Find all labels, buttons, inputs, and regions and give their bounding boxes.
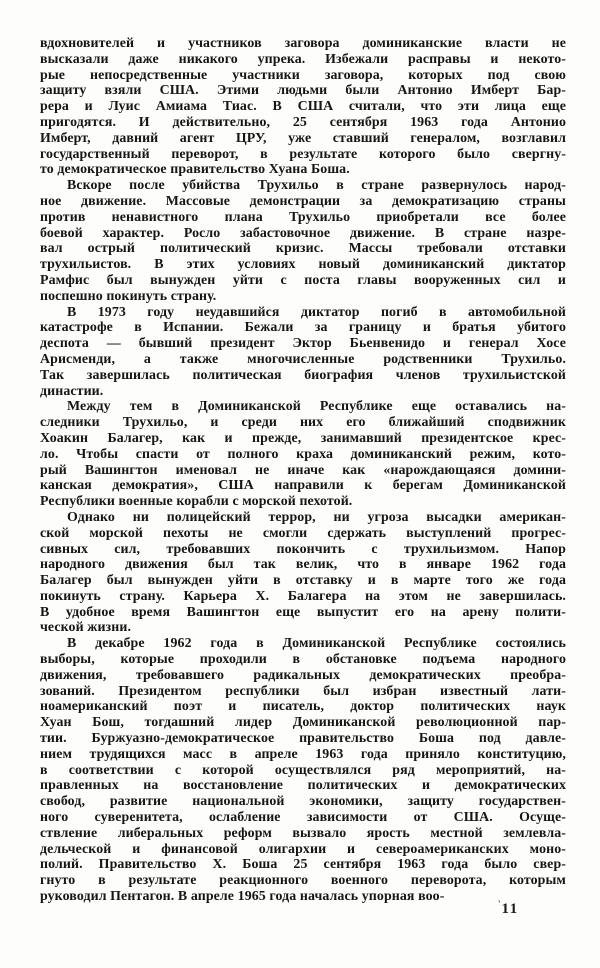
text-line: ствление либеральных реформ вызвало ярость местной землевла- <box>40 825 566 841</box>
text-line: ло. Чтобы спасти от полного краха доминиканский режим, кото- <box>40 446 566 462</box>
text-line: Так завершилась политическая биография членов трухильистской <box>40 367 566 383</box>
text-line: вал острый политический кризис. Массы требовали отставки <box>40 241 566 257</box>
text-line: свобод, развитие национальной экономики, защиту государствен- <box>40 794 566 810</box>
text-block <box>40 36 566 905</box>
text-line: канская демократия», США направили к берегам Доминиканской <box>40 478 566 494</box>
text-line: нием трудящихся масс в апреле 1963 года приняло конституцию, <box>40 746 566 762</box>
text-line: Арисменди, а также многочисленные родственники Трухильо. <box>40 351 566 367</box>
text-line: движения, требовавшего радикальных демократических преобра- <box>40 667 566 683</box>
text-line: Однако ни полицейский террор, ни угроза высадки американ- <box>67 509 566 525</box>
text-line: рые непосредственные участники заговора, которых под свою <box>40 67 566 83</box>
text-line: В 1973 году неудавшийся диктатор погиб в автомобильной <box>67 304 566 320</box>
paragraph <box>40 636 566 905</box>
text-line: защиту взяли США. Этими людьми были Антонио Имберт Бар- <box>40 83 566 99</box>
text-line: Республики военные корабли с морской пехотой. <box>40 494 353 510</box>
text-line: рера и Луис Амиама Тиас. В США считали, что эти лица еще <box>40 99 566 115</box>
text-line: покинуть страну. Карьера Х. Балагера на этом не завершилась. <box>40 588 566 604</box>
text-line: против ненавистного плана Трухильо приобретали все более <box>40 209 566 225</box>
text-line: ное движение. Массовые демонстрации за демократизацию страны <box>40 193 566 209</box>
text-line: ской морской пехоты не смогли сдержать выступлений прогрес- <box>40 525 566 541</box>
text-line: вдохновителей и участников заговора доминиканские власти не <box>40 36 566 51</box>
text-line: ного суверенитета, ослабление зависимости от США. Осуще- <box>40 810 566 826</box>
text-line: В декабре 1962 года в Доминиканской Республике состоялись <box>67 636 566 652</box>
text-line: тии. Буржуазно-демократическое правительство Боша под давле- <box>40 731 566 747</box>
text-line: следники Трухильо, и среди них его ближайший сподвижник <box>40 415 566 431</box>
text-line: руководил Пентагон. В апреле 1965 года началась упорная воо- <box>40 889 445 905</box>
text-line: Рамфис был вынужден уйти с поста главы вооруженных сил и <box>40 272 566 288</box>
text-line: ноамериканский поэт и писатель, доктор политических наук <box>40 699 566 715</box>
text-line: государственный переворот, в результате которого было свергну- <box>40 146 566 162</box>
text-line: высказали даже никакого упрека. Избежали расправы и некото- <box>40 51 566 67</box>
text-line: Хоакин Балагер, как и прежде, занимавший президентское крес- <box>40 430 566 446</box>
text-line: гнуто в результате реакционного военного переворота, которым <box>40 873 566 889</box>
text-line: народного движения был так велик, что в январе 1962 года <box>40 557 566 573</box>
paragraph <box>40 178 566 304</box>
text-line: катастрофе в Испании. Бежали за границу и братья убитого <box>40 320 566 336</box>
text-line: правленных на восстановление политических и демократических <box>40 778 566 794</box>
text-line: рый Вашингтон именовал не иначе как «нарождающаяся домини- <box>40 462 566 478</box>
text-line: дельческой и финансовой олигархии и североамериканских моно- <box>40 841 566 857</box>
text-line: ческой жизни. <box>40 620 132 636</box>
text-line: то демократическое правительство Хуана Боша. <box>40 162 350 178</box>
page-number <box>498 899 519 918</box>
text-line: В удобное время Вашингтон еще выпустит его на арену полити- <box>40 604 566 620</box>
text-line: в соответствии с которой осуществлялся ряд мероприятий, на- <box>40 762 566 778</box>
text-line: сивных сил, требовавших покончить с трухильизмом. Напор <box>40 541 566 557</box>
text-line: трухильистов. В этих условиях новый доминиканский диктатор <box>40 257 566 273</box>
text-line: Между тем в Доминиканской Республике еще оставались на- <box>67 399 566 415</box>
text-line: полий. Правительство Х. Боша 25 сентября 1963 года было свер- <box>40 857 566 873</box>
text-line: боевой характер. Росло забастовочное движение. В стране назре- <box>40 225 566 241</box>
page-number-value: 11 <box>501 901 519 917</box>
text-line: поспешно покинуть страну. <box>40 288 217 304</box>
paragraph <box>40 510 566 636</box>
text-line: выборы, которые проходили в обстановке подъема народного <box>40 652 566 668</box>
text-line: Хуан Бош, тогдашний лидер Доминиканской революционной пар- <box>40 715 566 731</box>
paragraph <box>40 305 566 400</box>
paragraph <box>40 36 566 178</box>
text-line: Балагер был вынужден уйти в отставку и в марте того же года <box>40 573 566 589</box>
text-line: Вскоре после убийства Трухильо в стране развернулось народ- <box>67 178 566 194</box>
text-line: зований. Президентом республики был избран известный лати- <box>40 683 566 699</box>
text-line: пригодятся. И действительно, 25 сентября 1963 года Антонио <box>40 114 566 130</box>
page-number-tick: ' <box>498 899 501 909</box>
text-line: Имберт, давний агент ЦРУ, уже ставший генералом, возглавил <box>40 130 566 146</box>
paragraph <box>40 399 566 510</box>
text-line: деспота — бывший президент Эктор Бьенвенидо и генерал Хосе <box>40 336 566 352</box>
text-line: династии. <box>40 383 104 399</box>
